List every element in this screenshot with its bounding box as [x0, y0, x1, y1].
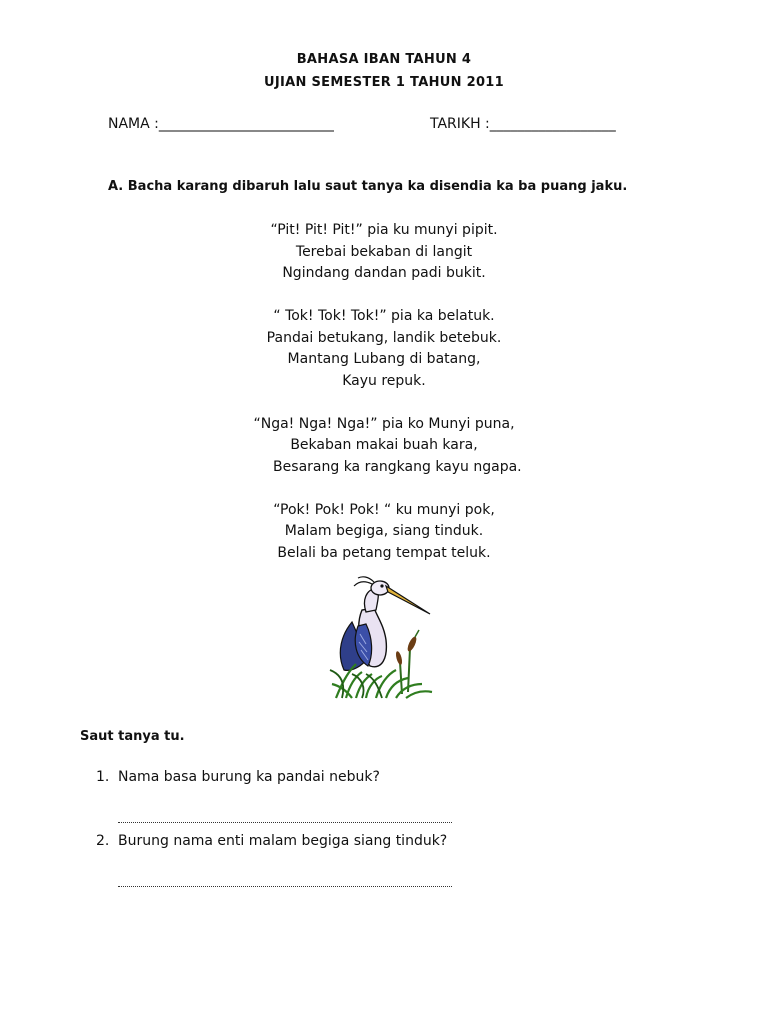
poem-stanza-1: [0, 220, 768, 285]
poem-line: Pandai betukang, landik betebuk.: [266, 329, 502, 346]
question-2: [96, 833, 447, 849]
worksheet-title: BAHASA IBAN TAHUN 4: [296, 52, 472, 67]
poem-stanza-4: [0, 500, 768, 565]
poem-stanza-2: [0, 306, 768, 392]
worksheet-subtitle: UJIAN SEMESTER 1 TAHUN 2011: [263, 75, 505, 90]
poem-line: Terebai bekaban di langit: [295, 243, 473, 260]
section-a-instruction: A. Bacha karang dibaruh lalu saut tanya ka disendia ka ba puang jaku.: [108, 179, 628, 194]
poem-line: Mantang Lubang di batang,: [287, 351, 481, 367]
poem-line: “ Tok! Tok! Tok!” pia ka belatuk.: [273, 308, 495, 324]
question-number: 2.: [96, 833, 110, 849]
poem-line: Ngindang dandan padi bukit.: [282, 265, 486, 281]
poem-line: Bekaban makai buah kara,: [290, 437, 478, 453]
poem-line: Kayu repuk.: [342, 372, 426, 389]
poem: [0, 220, 768, 586]
heron-illustration: [322, 574, 438, 702]
question-number: 1.: [96, 769, 110, 785]
answer-line-1[interactable]: [118, 822, 452, 823]
tarikh-field: TARIKH :__________________: [430, 116, 616, 132]
nama-field: NAMA :_________________________: [108, 116, 334, 132]
poem-line: “Pok! Pok! Pok! “ ku munyi pok,: [273, 501, 495, 518]
question-text: Nama basa burung ka pandai nebuk?: [118, 769, 380, 785]
poem-line: “Nga! Nga! Nga!” pia ko Munyi puna,: [253, 415, 515, 432]
poem-line: Malam begiga, siang tinduk.: [284, 523, 484, 539]
poem-line: “Pit! Pit! Pit!” pia ku munyi pipit.: [270, 222, 498, 238]
poem-line: Belali ba petang tempat teluk.: [277, 544, 491, 561]
questions-heading: Saut tanya tu.: [80, 729, 185, 744]
question-text: Burung nama enti malam begiga siang tinduk?: [118, 833, 448, 849]
question-1: [96, 769, 380, 785]
answer-line-2[interactable]: [118, 886, 452, 887]
poem-stanza-3: [0, 414, 768, 479]
poem-line: Besarang ka rangkang kayu ngapa.: [246, 458, 522, 475]
